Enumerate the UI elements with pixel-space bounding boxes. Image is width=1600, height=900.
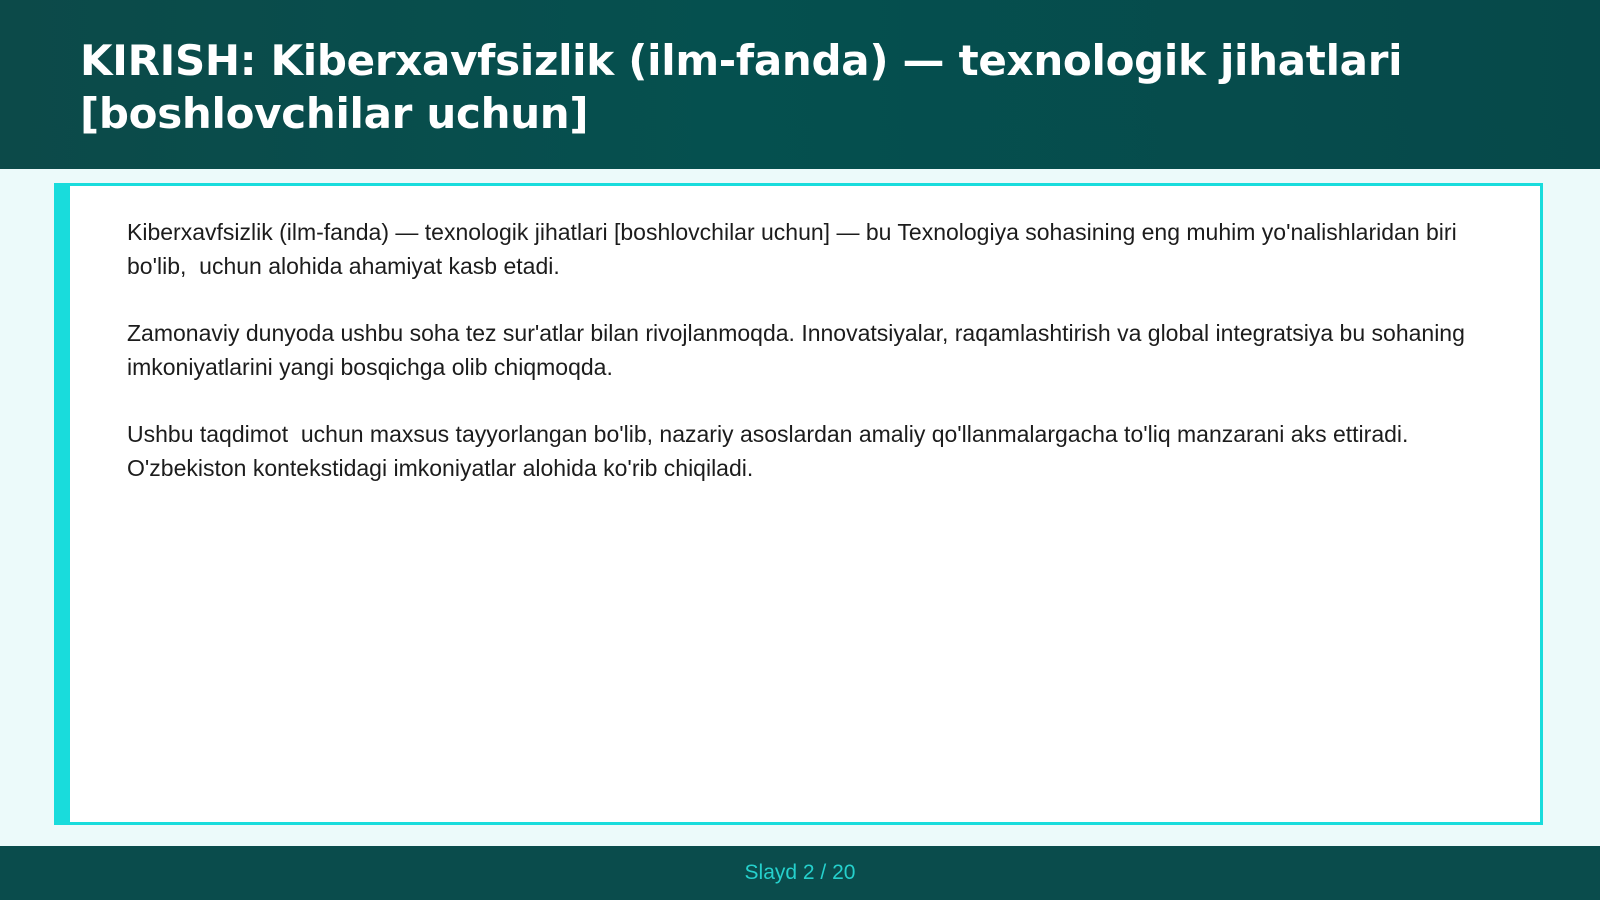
- slide-title: KIRISH: Kiberxavfsizlik (ilm-fanda) — texnologik jihatlari [boshlovchilar uchun]: [80, 36, 1403, 138]
- slide-number: Slayd 2 / 20: [744, 861, 856, 884]
- purpose-paragraph: Ushbu taqdimot uchun maxsus tayyorlangan bo'lib, nazariy asoslardan amaliy qo'llanmalargacha to'liq manzarani aks ettiradi. O'zbekiston kontekstidagi imkoniyatlar alohida ko'rib chiqiladi.: [127, 421, 1415, 481]
- slide-header: [0, 0, 1600, 169]
- content-card: [54, 183, 1543, 825]
- intro-paragraph: Kiberxavfsizlik (ilm-fanda) — texnologik jihatlari [boshlovchilar uchun] — bu Texnologiya sohasining eng muhim yo'nalishlaridan biri bo'lib, uchun alohida ahamiyat kasb etadi.: [127, 219, 1464, 279]
- context-paragraph: Zamonaviy dunyoda ushbu soha tez sur'atlar bilan rivojlanmoqda. Innovatsiyalar, raqamlashtirish va global integratsiya bu sohaning imkoniyatlarini yangi bosqichga olib chiqmoqda.: [127, 320, 1472, 380]
- slide-footer: [0, 846, 1600, 900]
- content-body: [127, 215, 1507, 518]
